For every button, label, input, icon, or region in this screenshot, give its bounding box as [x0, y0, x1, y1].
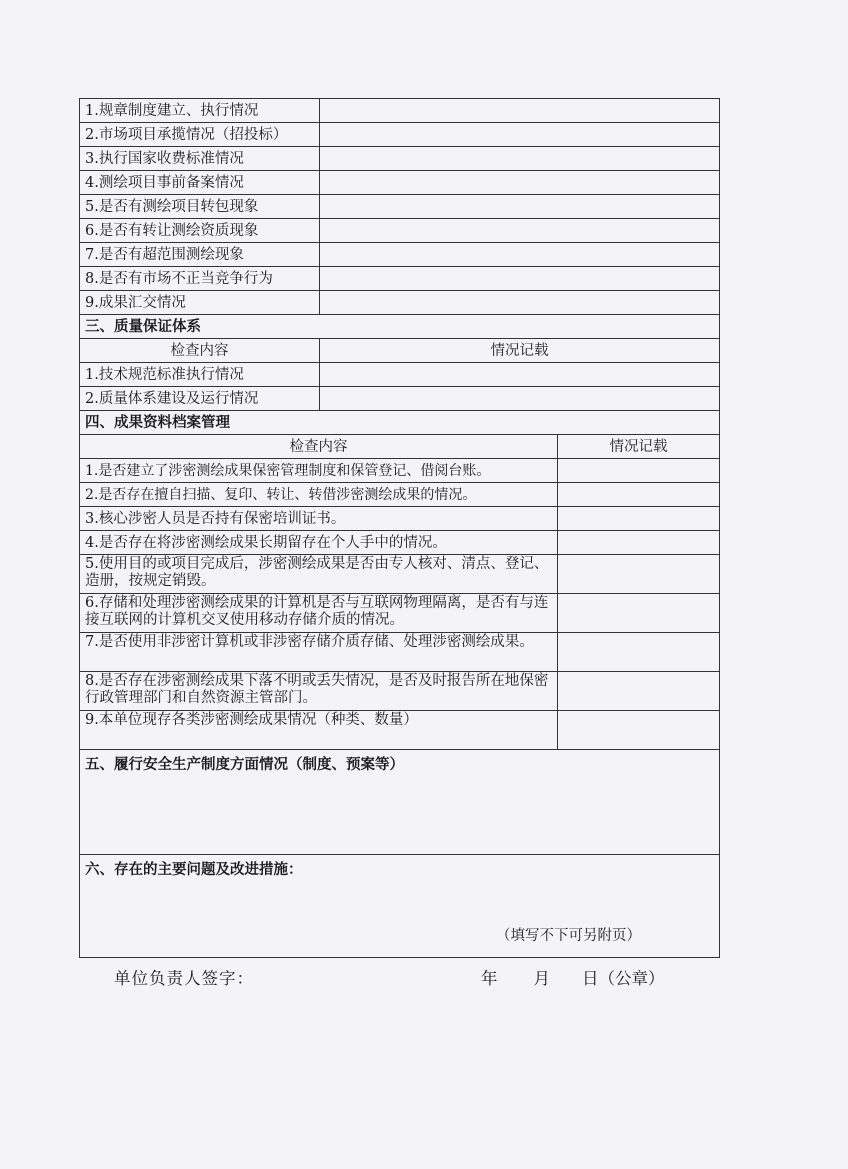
table-row: [80, 459, 720, 483]
record-cell[interactable]: [558, 555, 720, 594]
item-label: 1.规章制度建立、执行情况: [80, 99, 320, 123]
item-label: 5.是否有测绘项目转包现象: [80, 195, 320, 219]
table-header-row: [80, 339, 720, 363]
month-label: 月: [533, 969, 550, 988]
table-header-row: [80, 435, 720, 459]
section4-title: 四、成果资料档案管理: [80, 411, 720, 435]
item-label: 5.使用目的或项目完成后，涉密测绘成果是否由专人核对、清点、登记、造册，按规定销毁。: [80, 555, 558, 594]
signature-label: 单位负责人签字：: [114, 969, 254, 988]
item-label: 2.质量体系建设及运行情况: [80, 387, 320, 411]
record-cell[interactable]: [558, 711, 720, 750]
column-header-check: 检查内容: [80, 435, 558, 459]
item-label: 8.是否有市场不正当竞争行为: [80, 267, 320, 291]
record-cell[interactable]: [320, 219, 720, 243]
table-row: [80, 633, 720, 672]
table-row: [80, 195, 720, 219]
record-cell[interactable]: [558, 507, 720, 531]
table-row: [80, 147, 720, 171]
table-row: [80, 672, 720, 711]
column-header-record: 情况记载: [320, 339, 720, 363]
record-cell[interactable]: [558, 594, 720, 633]
item-label: 3.执行国家收费标准情况: [80, 147, 320, 171]
item-label: 3.核心涉密人员是否持有保密培训证书。: [80, 507, 558, 531]
record-cell[interactable]: [558, 633, 720, 672]
item-label: 2.是否存在擅自扫描、复印、转让、转借涉密测绘成果的情况。: [80, 483, 558, 507]
section-heading-row: [80, 315, 720, 339]
item-label: 7.是否使用非涉密计算机或非涉密存储介质存储、处理涉密测绘成果。: [80, 633, 558, 672]
table-row: [80, 711, 720, 750]
item-label: 8.是否存在涉密测绘成果下落不明或丢失情况，是否及时报告所在地保密行政管理部门和自然资源主管部门。: [80, 672, 558, 711]
item-label: 1.是否建立了涉密测绘成果保密管理制度和保管登记、借阅台账。: [80, 459, 558, 483]
table-row: [80, 594, 720, 633]
table-row: [80, 123, 720, 147]
item-label: 1.技术规范标准执行情况: [80, 363, 320, 387]
record-cell[interactable]: [558, 483, 720, 507]
record-cell[interactable]: [320, 363, 720, 387]
record-cell[interactable]: [320, 171, 720, 195]
record-cell[interactable]: [558, 672, 720, 711]
column-header-check: 检查内容: [80, 339, 320, 363]
table-row: [80, 219, 720, 243]
item-label: 9.本单位现存各类涉密测绘成果情况（种类、数量）: [80, 711, 558, 750]
section6-note: （填写不下可另附页）: [496, 928, 641, 944]
record-cell[interactable]: [558, 531, 720, 555]
table-row: [80, 291, 720, 315]
date-seal-line: [481, 965, 665, 989]
item-label: 4.是否存在将涉密测绘成果长期留存在个人手中的情况。: [80, 531, 558, 555]
section6-block: [80, 855, 720, 958]
table-row: [80, 267, 720, 291]
section6-cell[interactable]: [80, 855, 720, 958]
record-cell[interactable]: [558, 459, 720, 483]
year-label: 年: [481, 969, 498, 988]
table-row: [80, 363, 720, 387]
record-cell[interactable]: [320, 267, 720, 291]
table-row: [80, 243, 720, 267]
table-row: [80, 507, 720, 531]
inspection-form-table: [79, 98, 720, 958]
section5-block: [80, 750, 720, 855]
table-row: [80, 531, 720, 555]
record-cell[interactable]: [320, 387, 720, 411]
item-label: 6.存储和处理涉密测绘成果的计算机是否与互联网物理隔离，是否有与连接互联网的计算机交叉使用移动存储介质的情况。: [80, 594, 558, 633]
section6-title: 六、存在的主要问题及改进措施：: [85, 861, 303, 878]
record-cell[interactable]: [320, 195, 720, 219]
section-heading-row: [80, 411, 720, 435]
item-label: 6.是否有转让测绘资质现象: [80, 219, 320, 243]
item-label: 4.测绘项目事前备案情况: [80, 171, 320, 195]
record-cell[interactable]: [320, 291, 720, 315]
section5-cell[interactable]: [80, 750, 720, 855]
item-label: 9.成果汇交情况: [80, 291, 320, 315]
record-cell[interactable]: [320, 123, 720, 147]
column-header-record: 情况记载: [558, 435, 720, 459]
record-cell[interactable]: [320, 243, 720, 267]
day-seal-label: 日（公章）: [582, 969, 665, 988]
table-row: [80, 171, 720, 195]
table-row: [80, 555, 720, 594]
table-row: [80, 387, 720, 411]
section3-title: 三、质量保证体系: [80, 315, 720, 339]
table-row: [80, 99, 720, 123]
table-row: [80, 483, 720, 507]
item-label: 7.是否有超范围测绘现象: [80, 243, 320, 267]
record-cell[interactable]: [320, 99, 720, 123]
section5-title: 五、履行安全生产制度方面情况（制度、预案等）: [85, 756, 404, 773]
item-label: 2.市场项目承揽情况（招投标）: [80, 123, 320, 147]
record-cell[interactable]: [320, 147, 720, 171]
